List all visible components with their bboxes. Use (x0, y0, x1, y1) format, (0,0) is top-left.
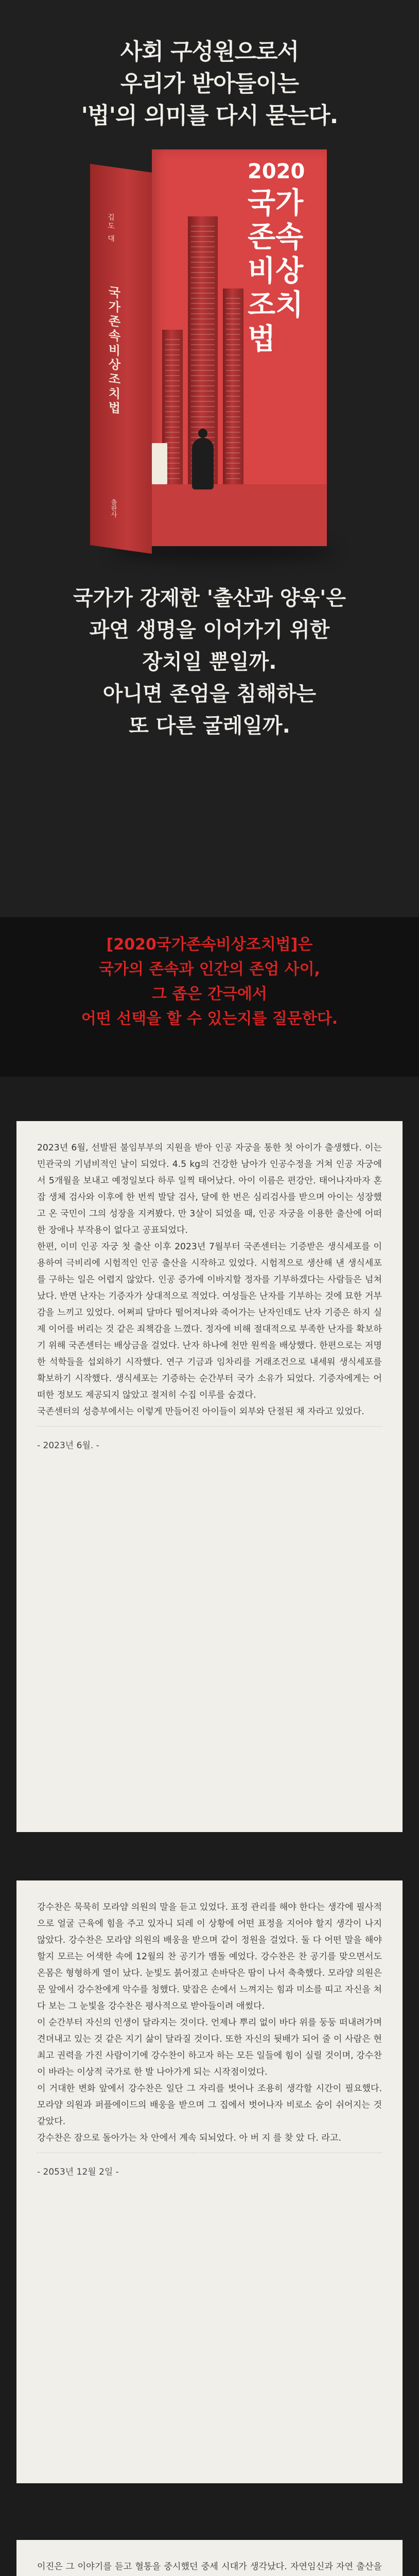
book-front-cover (152, 149, 327, 546)
doorway-illustration (152, 443, 167, 484)
subheading-line: 또 다른 굴레일까. (129, 714, 290, 738)
headline-line: 그 좁은 간극에서 (152, 985, 267, 1003)
spine-author: 김도 대 (107, 212, 115, 244)
headline-question (0, 933, 419, 1031)
spine-publisher: 출판사 (110, 498, 117, 518)
subheading-line: 아니면 존엄을 침해하는 (102, 682, 317, 706)
person-silhouette (192, 438, 214, 489)
divider (37, 1426, 382, 1427)
excerpt-card (16, 1880, 403, 2483)
excerpt-card (16, 1121, 403, 1832)
hero-section (0, 0, 419, 948)
book-cover-image (90, 149, 332, 551)
person-silhouette-head (198, 429, 207, 438)
hero-heading-line: 우리가 받아들이는 (120, 71, 299, 97)
hero-heading (0, 36, 419, 132)
excerpt-date: - 2053년 12월 2일 - (37, 2167, 119, 2177)
excerpt-text: 2023년 6월, 선발된 불임부부의 지원을 받아 인공 자궁을 통한 첫 아이가 출생했다. 이는 민관국의 기념비적인 날이 되었다. 4.5 kg의 건강한 남아가 인공수정을 거쳐 인공 자궁에서 5개월을 보내고 예정일보다 하루 일찍 태어났다. 아이 이름은 편강안. 태어나자마자 혼잡 생체 검사와 이후에 한 번씩 발달 검사, 달에 한 번은 심리검사를 받으며 아이는 성장했고 온 국민이 그의 성장을 지켜봤다. 만 3살이 되었을 때, 인공 자궁을 이용한 출산에 어떠한 장애나 부작용이 없다고 공표되었다. 한편, 이미 인공 자궁 첫 출산 이후 2023년 7월부터 국존센터는 기증받은 생식세포를 이용하여 극비리에 시험적인 인공 출산을 시작하고 있었다. 시험적으로 생산해 낸 생식세포를 구하는 일은 어렵지 않았다. 인공 증가에 이바지할 정자를 기부하겠다는 사람들은 넘쳐났다. 반면 난자는 기증자가 상대적으로 적었다. 여성들은 난자를 기부하는 것에 묘한 거부감을 느끼고 있었다. 어쩌피 달마다 떨어져나와 죽어가는 난자인데도 난자 기증은 하지 실제 이어를 버리는 것 같은 죄책감을 느꼈다. 정자에 비해 절대적으로 부족한 난자를 확보하기 위해 국존센터는 배상금을 걸었다. 난자 하나에 천만 원씩을 배상했다. 한편으로는 저명한 석학들을 섭외하기 시작했다. 연구 기금과 임차리를 거래조건으로 내세워 생식세포를 확보하기 시작했다. 생식세포는 기증하는 순간부터 국가 소유가 되었다. 기증자에게는 어떠한 정보도 제공되지 않았고 절저히 수집 이루를 숨겼다. 국존센터의 성층부에서는 이렇게 만들어진 아이들이 외부와 단절된 채 자라고 있었다. (37, 1143, 382, 1417)
excerpt-text: 강수찬은 묵묵히 모라얌 의원의 말을 듣고 있었다. 표정 관리를 해야 한다는 생각에 필사적으로 얼굴 근육에 힘을 주고 있자니 되레 이 상황에 어떤 표정을 지어야 할지 생각이 나지 않았다. 강수찬은 모라얌 의원의 배웅을 받으며 같이 정원을 걸었다. 둘 다 어떤 말을 해야 할지 모르는 어색한 속에 12월의 찬 공기가 맴돌 예었다. 강수찬은 찬 공기를 맞으면서도 온몸은 형형하게 열이 났다. 눈빛도 붉어졌고 손바닥은 땀이 나서 축축했다. 모라얌 의원은 문 앞에서 강수찬에게 악수를 청했다. 맞잡은 손에서 느껴지는 힘과 미소를 띠고 자신을 쳐다 보는 그 눈빛을 강수찬은 평사적으로 받아들이려 애썼다. 이 순간부터 자신의 인생이 달라지는 것이다. 언제나 뿌리 없이 바다 위를 둥둥 떠내려가며 견뎌내고 있는 것 같은 지기 삶이 달라질 것이다. 또한 자신의 뒷배가 되어 줄 이 사람은 현 최고 권력을 가진 사람이기에 강수찬이 하고자 하는 모든 일들에 힘이 실릴 것이며, 강수찬이 바라는 이상적 국가로 한 발 나아가게 되는 시작점이었다. 이 거대한 변화 앞에서 강수찬은 일단 그 자리를 벗어나 조용히 생각할 시간이 필요했다. 모라얌 의원과 퍼플에이드의 배웅을 받으며 그 집에서 벗어나자 비로소 숨이 쉬어지는 것 같았다. 강수찬은 잠으로 돌아가는 차 안에서 계속 되뇌었다. 아 버 지 를 찾 았 다. 라고. (37, 1902, 382, 2143)
headline-line: 국가의 존속과 인간의 존엄 사이, (99, 960, 320, 978)
hero-heading-line: 사회 구성원으로서 (120, 39, 299, 65)
spine-title: 국가존속비상조치법 (106, 284, 120, 417)
hero-subheading (0, 582, 419, 742)
headline-line: [2020국가존속비상조치법]은 (106, 936, 313, 954)
cover-year: 2020 (248, 160, 305, 183)
excerpt-text: 이진은 그 이야기를 듣고 혈통을 중시했던 중세 시대가 생각났다. 자연임신과 자연 출산을 (37, 2562, 382, 2572)
building-illustration (223, 289, 243, 484)
cover-title: 국가 존속 비상 조치 법 (248, 187, 304, 356)
subheading-line: 장치일 뿐일까. (142, 650, 277, 674)
subheading-line: 과연 생명을 이어가기 위한 (89, 618, 330, 642)
subheading-line: 국가가 강제한 '출산과 양육'은 (73, 586, 346, 610)
headline-line: 어떤 선택을 할 수 있는지를 질문한다. (81, 1010, 338, 1028)
excerpt-date: - 2023년 6월. - (37, 1440, 99, 1451)
hero-heading-line: '법'의 의미를 다시 묻는다. (81, 103, 338, 129)
book-spine (90, 164, 152, 554)
excerpt-card (16, 2540, 403, 2576)
